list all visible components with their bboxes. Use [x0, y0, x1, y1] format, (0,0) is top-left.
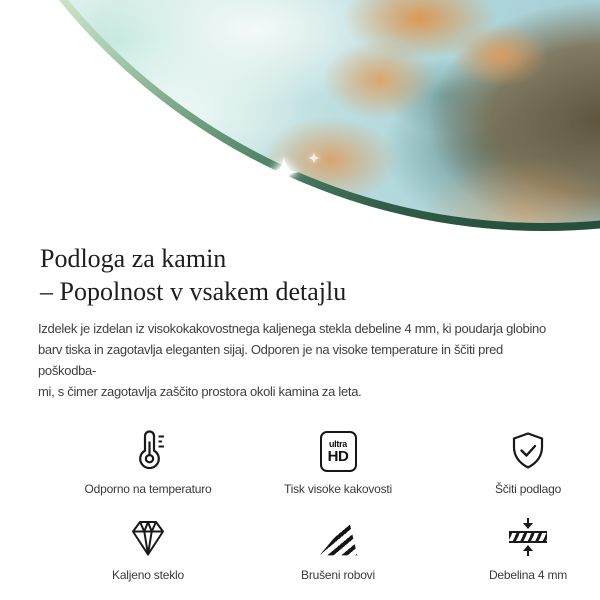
sparkle-icon	[264, 152, 304, 192]
feature-protection	[418, 428, 600, 496]
ultra-hd-icon	[320, 428, 357, 474]
feature-thickness	[418, 514, 600, 582]
feature-label: Brušeni robovi	[301, 568, 375, 582]
ultra-hd-label-bottom: HD	[327, 447, 349, 465]
description-line3: mi, s čimer zagotavlja zaščito prostora okoli kamina za leta.	[38, 384, 362, 399]
polished-edges-icon	[317, 514, 359, 560]
feature-label: Odporno na temperaturo	[84, 482, 212, 496]
feature-tempered-glass	[38, 514, 258, 582]
feature-grid	[38, 428, 568, 582]
page-title-line2: – Popolnost v vsakem detajlu	[40, 277, 347, 306]
shield-check-icon	[506, 428, 550, 474]
feature-label: Tisk visoke kakovosti	[283, 482, 393, 496]
diamond-icon	[126, 514, 170, 560]
feature-label: Kaljeno steklo	[112, 568, 184, 582]
glass-marble-surface	[0, 0, 600, 238]
page-title	[40, 242, 562, 308]
feature-label: Ščiti podlago	[494, 482, 562, 496]
thermometer-icon	[126, 428, 170, 474]
feature-print-quality	[258, 428, 418, 496]
feature-polished-edges	[258, 514, 418, 582]
product-description	[38, 318, 562, 402]
thickness-icon	[509, 514, 547, 560]
ultra-hd-label-top: ultra	[328, 438, 347, 449]
feature-label: Debelina 4 mm	[488, 568, 568, 582]
description-line1: Izdelek je izdelan iz visokokakovostnega kaljenega stekla debeline 4 mm, ki poudarja globino	[38, 321, 546, 336]
content-section	[0, 242, 600, 582]
description-line2: barv tiska in zagotavlja eleganten sijaj. Odporen je na visoke temperature in ščiti pred poškodba-	[38, 342, 503, 378]
sparkle-small-icon	[306, 150, 322, 166]
feature-temperature	[38, 428, 258, 496]
page-title-line1: Podloga za kamin	[40, 244, 227, 273]
product-hero-image	[0, 0, 600, 238]
